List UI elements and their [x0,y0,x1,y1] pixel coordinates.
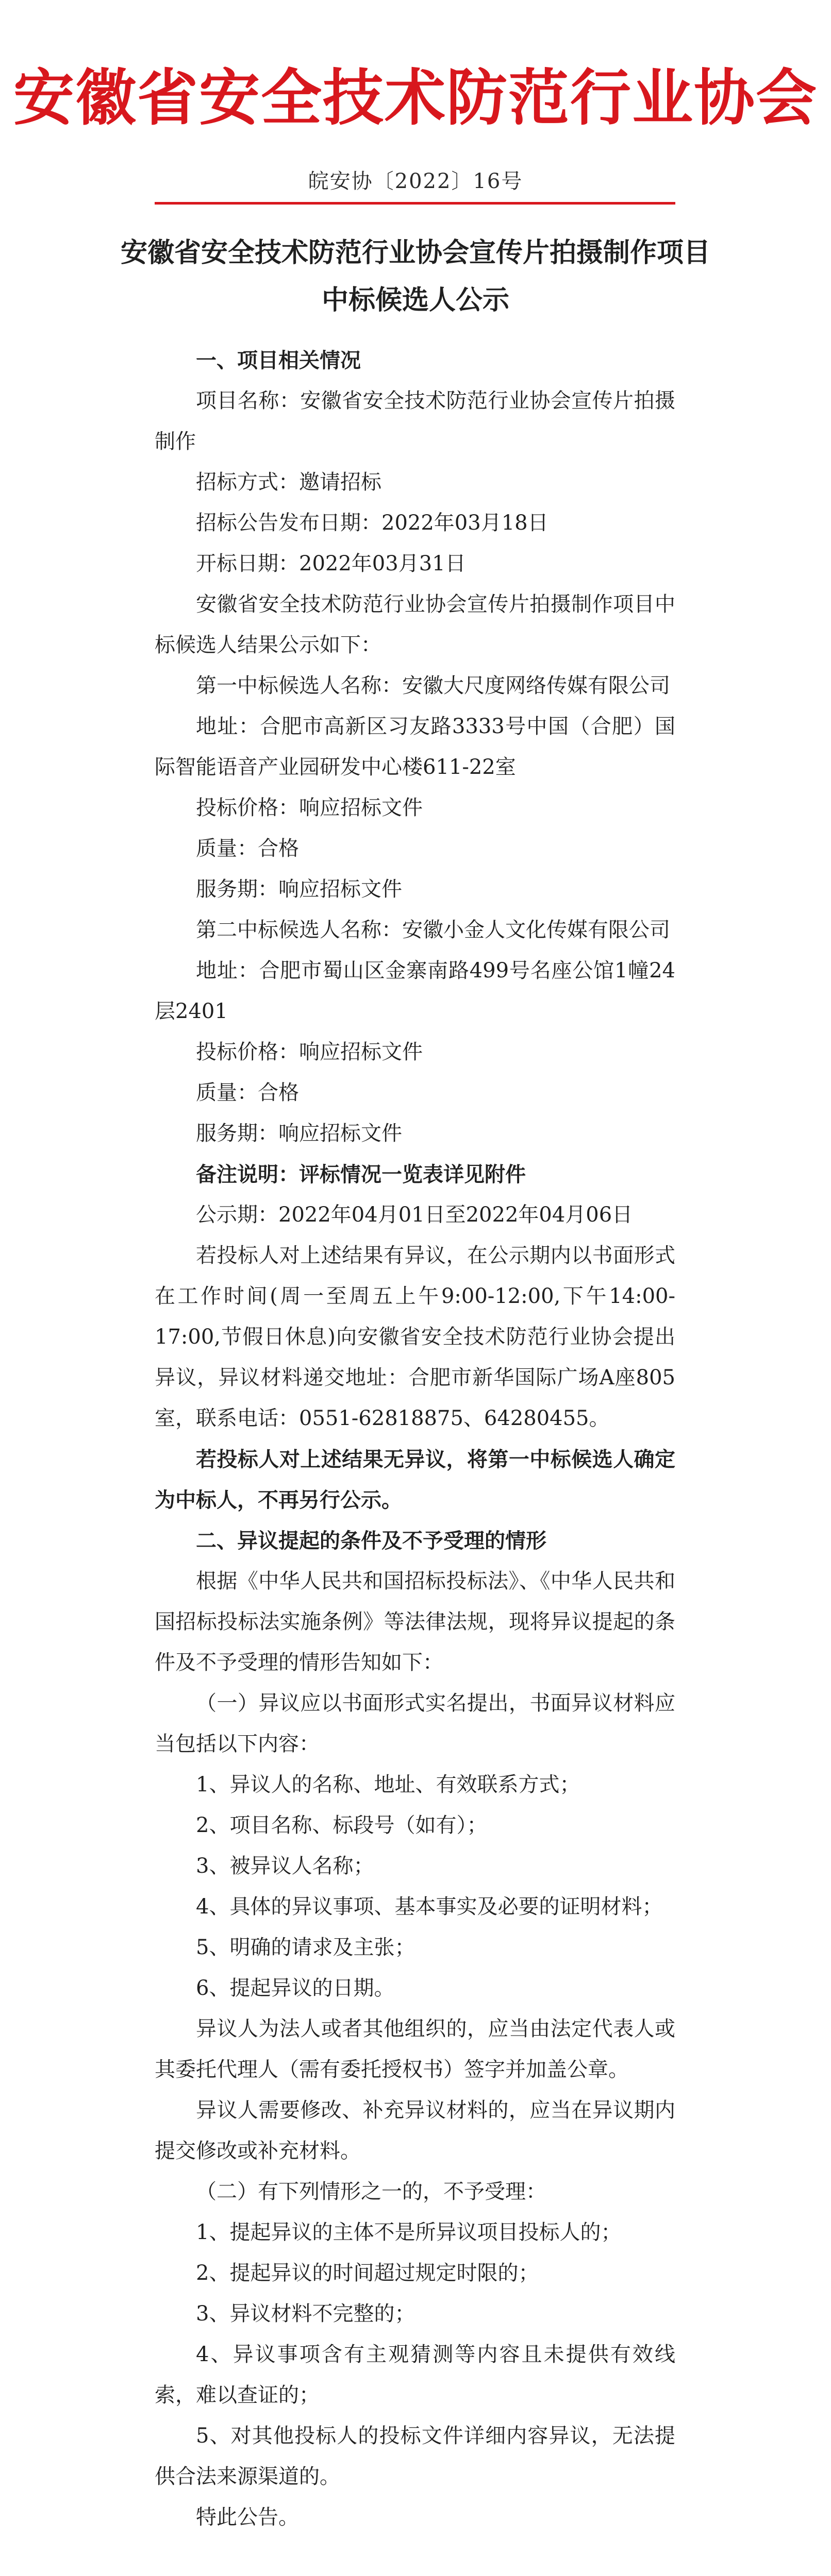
document-title: 安徽省安全技术防范行业协会宣传片拍摄制作项目中标候选人公示 [120,237,710,316]
signing-requirement: 异议人为法人或者其他组织的，应当由法定代表人或其委托代理人（需有委托授权书）签字并加盖公章。 [155,2017,675,2081]
objection-notice: 若投标人对上述结果有异议，在公示期内以书面形式在工作时间(周一至周五上午9:00-12:00,下午14:00-17:00,节假日休息)向安徽省安全技术防范行业协会提出异议，异议材料递交地址：合肥市新华国际广场A座805室，联系电话：0551-62818875、64280455。 [155,1244,675,1430]
list-item: 3、异议材料不完整的； [196,2302,415,2326]
sub-heading-2: （二）有下列情形之一的，不予受理： [196,2180,546,2204]
section1-heading: 一、项目相关情况 [196,348,361,372]
candidate1-quality: 质量：合格 [196,837,299,860]
candidate2-name: 第二中标候选人名称：安徽小金人文化传媒有限公司 [196,918,670,942]
document-number: 皖安协〔2022〕16号 [308,170,523,193]
list-item: 2、项目名称、标段号（如有）； [196,1814,488,1837]
publicity-period: 公示期：2022年04月01日至2022年04月06日 [196,1203,633,1227]
candidate1-address: 地址：合肥市高新区习友路3333号中国（合肥）国际智能语音产业园研发中心楼611-22室 [155,715,675,779]
result-intro: 安徽省安全技术防范行业协会宣传片拍摄制作项目中标候选人结果公示如下： [155,592,675,657]
supplement-rule: 异议人需要修改、补充异议材料的，应当在异议期内提交修改或补充材料。 [155,2098,675,2163]
announce-date: 招标公告发布日期：2022年03月18日 [196,511,549,535]
list-item: 1、异议人的名称、地址、有效联系方式； [196,1773,580,1797]
candidate1-service: 服务期：响应招标文件 [196,877,402,901]
list-item: 5、明确的请求及主张； [196,1936,415,1959]
list-item: 5、对其他投标人的投标文件详细内容异议，无法提供合法来源渠道的。 [155,2424,675,2488]
candidate2-quality: 质量：合格 [196,1081,299,1105]
candidate1-name: 第一中标候选人名称：安徽大尺度网络传媒有限公司 [196,674,670,698]
tender-method: 招标方式：邀请招标 [196,470,381,494]
letterhead-title: 安徽省安全技术防范行业协会 [13,62,818,133]
no-objection-notice: 若投标人对上述结果无异议，将第一中标候选人确定为中标人，不再另行公示。 [155,1447,675,1512]
project-name: 项目名称：安徽省安全技术防范行业协会宣传片拍摄制作 [155,389,675,453]
list-item: 4、具体的异议事项、基本事实及必要的证明材料； [196,1895,663,1919]
document-body [155,340,675,2538]
list-item: 6、提起异议的日期。 [196,1976,395,2000]
closing-line: 特此公告。 [196,2505,299,2529]
remark: 备注说明：评标情况一览表详见附件 [196,1162,526,1187]
candidate2-price: 投标价格：响应招标文件 [196,1040,423,1064]
header-rule [155,202,675,205]
candidate2-service: 服务期：响应招标文件 [196,1122,402,1145]
open-date: 开标日期：2022年03月31日 [196,552,466,575]
legal-basis: 根据《中华人民共和国招标投标法》、《中华人民共和国招标投标法实施条例》等法律法规，现将异议提起的条件及不予受理的情形告知如下： [155,1569,675,1674]
list-item: 4、异议事项含有主观猜测等内容且未提供有效线索，难以查证的； [155,2343,675,2407]
sub-heading-1: （一）异议应以书面形式实名提出，书面异议材料应当包括以下内容： [155,1691,675,1756]
candidate2-address: 地址：合肥市蜀山区金寨南路499号名座公馆1幢24层2401 [155,959,675,1023]
list-item: 3、被异议人名称； [196,1854,374,1878]
list-item: 2、提起异议的时间超过规定时限的； [196,2261,539,2285]
candidate1-price: 投标价格：响应招标文件 [196,796,423,820]
list-item: 1、提起异议的主体不是所异议项目投标人的； [196,2221,622,2244]
section2-heading: 二、异议提起的条件及不予受理的情形 [196,1529,546,1553]
